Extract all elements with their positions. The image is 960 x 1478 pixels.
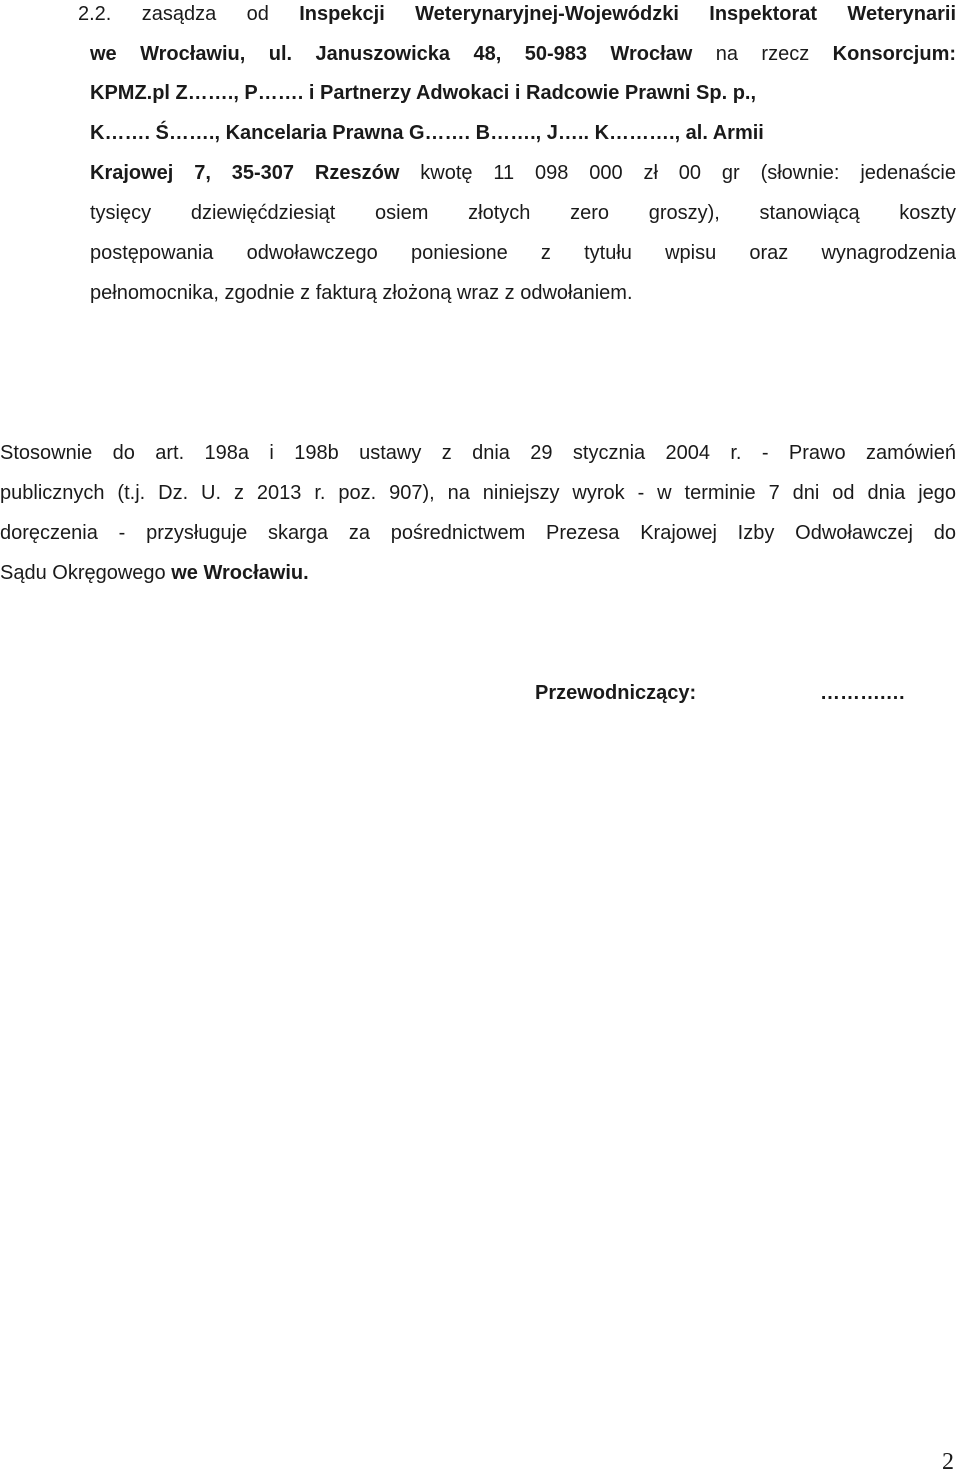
para-2-2-line-6	[90, 201, 956, 225]
para-2-2-line-4	[90, 121, 764, 145]
text-bold: we Wrocławiu.	[171, 562, 309, 584]
signature-dots: ……….…	[820, 682, 906, 704]
page-number: 2	[942, 1449, 954, 1475]
text: kwotę 11 098 000 zł 00 gr (słownie: jedenaście	[399, 162, 956, 184]
instruction-line-3	[0, 521, 956, 545]
text-bold: Konsorcjum:	[832, 43, 957, 65]
text-bold: we Wrocławiu, ul. Januszowicka 48, 50-983 Wrocław	[90, 43, 693, 65]
instruction-line-4	[0, 561, 309, 585]
text-bold: Krajowej 7, 35-307 Rzeszów	[90, 162, 400, 184]
text: Sądu Okręgowego	[0, 562, 172, 584]
text: pełnomocnika, zgodnie z fakturą złożoną wraz z odwołaniem.	[90, 282, 633, 304]
instruction-line-1	[0, 441, 956, 465]
para-2-2-line-3	[90, 81, 756, 105]
text: Stosownie do art. 198a i 198b ustawy z dnia 29 stycznia 2004 r. - Prawo zamówień	[0, 442, 956, 464]
para-2-2-line-7	[90, 241, 956, 265]
text: 2.2. zasądza od	[78, 3, 300, 25]
text: postępowania odwoławczego poniesione z tytułu wpisu oraz wynagrodzenia	[90, 242, 956, 264]
para-2-2-line-8	[90, 281, 633, 305]
text: tysięcy dziewięćdziesiąt osiem złotych zero groszy), stanowiącą koszty	[90, 202, 956, 224]
text-bold: K……. Ś……., Kancelaria Prawna G……. B……., J….. K………., al. Armii	[90, 122, 764, 144]
instruction-line-2	[0, 481, 956, 505]
text-bold: Inspekcji Weterynaryjnej-Wojewódzki Inspektorat Weterynarii	[299, 3, 956, 25]
para-2-2-line-1	[78, 2, 956, 26]
text: na rzecz	[692, 43, 833, 65]
signature-label: Przewodniczący:	[535, 682, 697, 704]
text: doręczenia - przysługuje skarga za pośrednictwem Prezesa Krajowej Izby Odwoławczej do	[0, 522, 956, 544]
para-2-2-line-2	[90, 42, 956, 66]
para-2-2-line-5	[90, 161, 956, 185]
text-bold: KPMZ.pl Z……., P……. i Partnerzy Adwokaci i Radcowie Prawni Sp. p.,	[90, 82, 757, 104]
text: publicznych (t.j. Dz. U. z 2013 r. poz. 907), na niniejszy wyrok - w terminie 7 dni od dnia jego	[0, 482, 956, 504]
